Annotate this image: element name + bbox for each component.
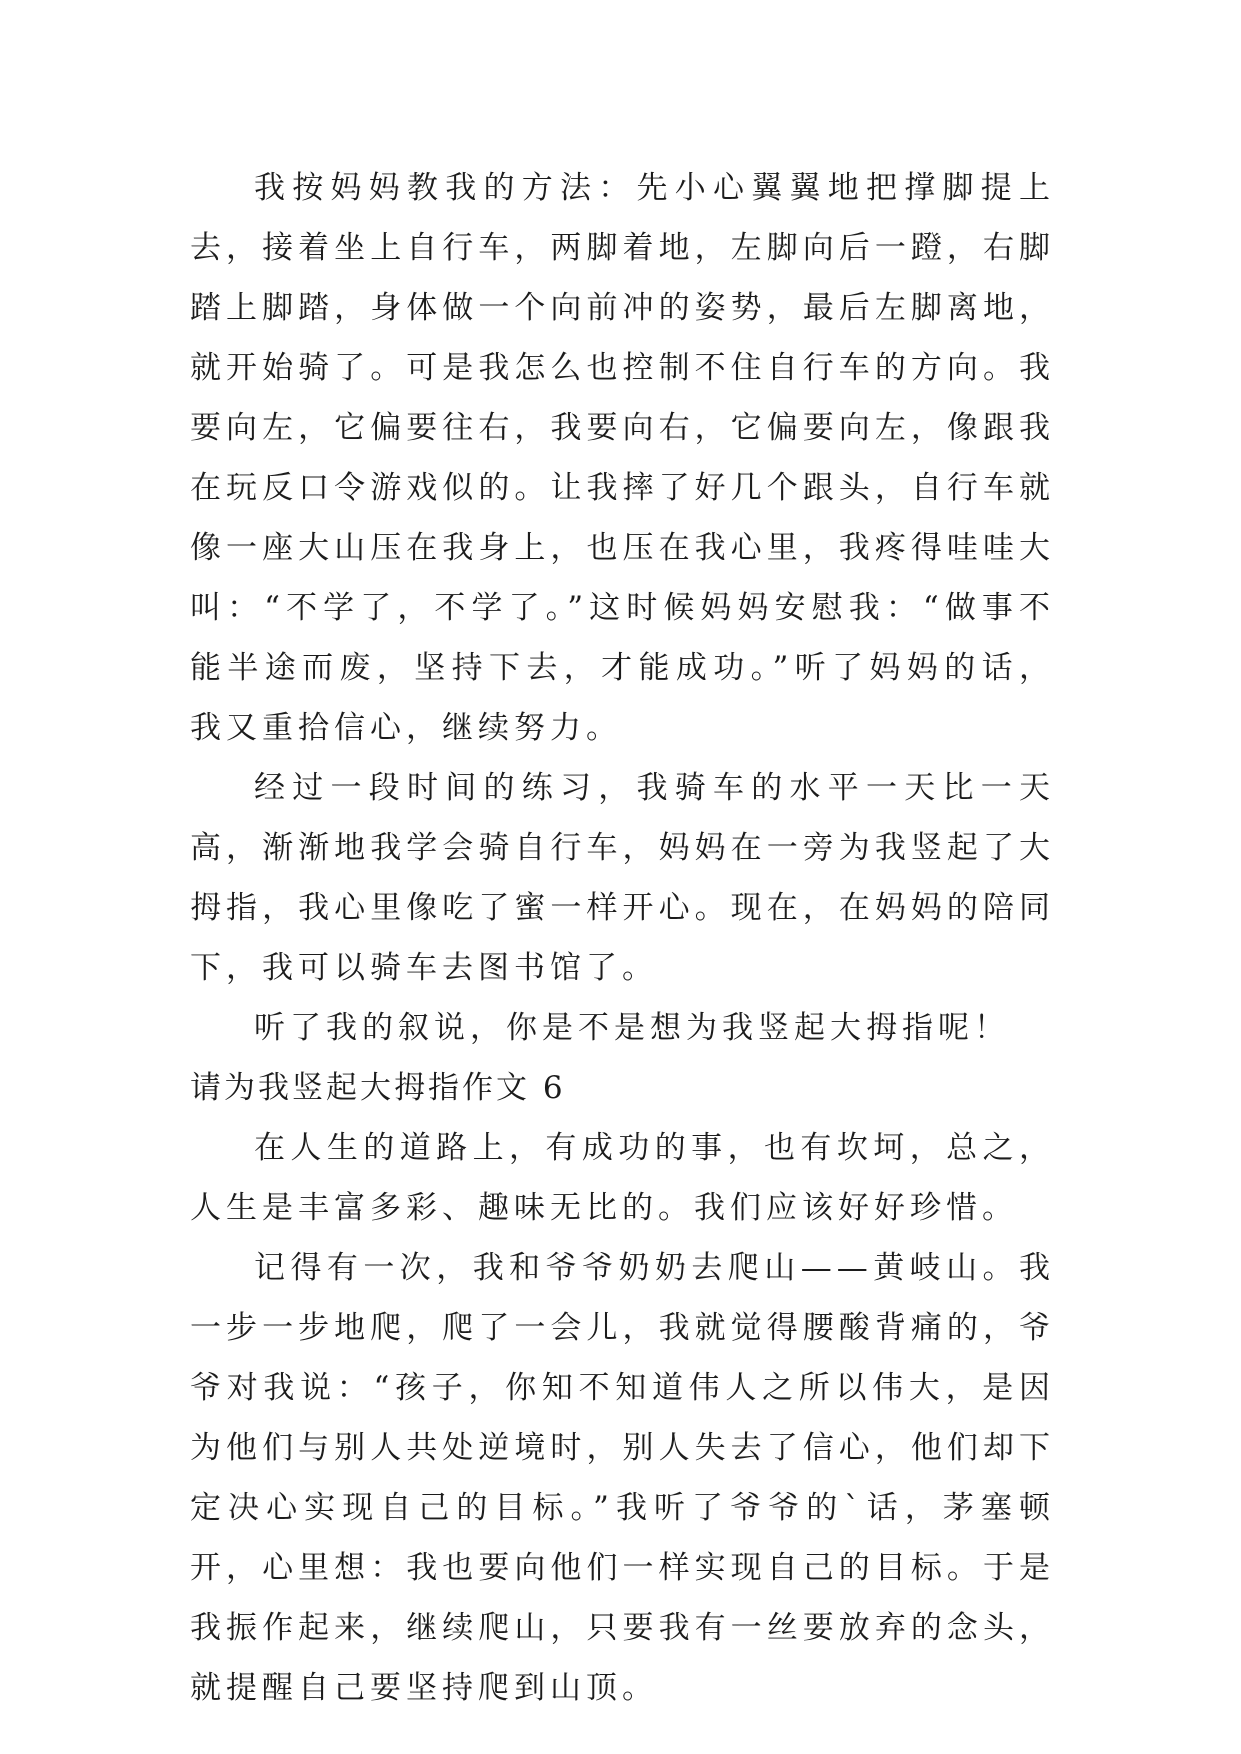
paragraph-mountain-climb: 记得有一次，我和爷爷奶奶去爬山——黄岐山。我一步一步地爬，爬了一会儿，我就觉得腰酸背痛的，爷爷对我说：“孩子，你知不知道伟人之所以伟大，是因为他们与别人共处逆境时，别人失去了信心，他们却下定决心实现自己的目标。”我听了爷爷的`话，茅塞顿开，心里想：我也要向他们一样实现自己的目标。于是我振作起来，继续爬山，只要我有一丝要放弃的念头，就提醒自己要坚持爬到山顶。 xyxy=(190,1250,1055,1706)
paragraph-practice: 经过一段时间的练习，我骑车的水平一天比一天高，渐渐地我学会骑自行车，妈妈在一旁为我竖起了大拇指，我心里像吃了蜜一样开心。现在，在妈妈的陪同下，我可以骑车去图书馆了。 xyxy=(190,770,1055,986)
paragraph-conclusion: 听了我的叙说，你是不是想为我竖起大拇指呢！ xyxy=(254,1010,1010,1046)
document-body xyxy=(190,158,1055,1718)
essay-heading: 请为我竖起大拇指作文 6 xyxy=(190,1070,566,1106)
paragraph-life-road: 在人生的道路上，有成功的事，也有坎坷，总之，人生是丰富多彩、趣味无比的。我们应该好好珍惜。 xyxy=(190,1130,1055,1226)
paragraph-learning-method: 我按妈妈教我的方法：先小心翼翼地把撑脚提上去，接着坐上自行车，两脚着地，左脚向后一蹬，右脚踏上脚踏，身体做一个向前冲的姿势，最后左脚离地，就开始骑了。可是我怎么也控制不住自行车的方向。我要向左，它偏要往右，我要向右，它偏要向左，像跟我在玩反口令游戏似的。让我摔了好几个跟头，自行车就像一座大山压在我身上，也压在我心里，我疼得哇哇大叫：“不学了，不学了。”这时候妈妈安慰我：“做事不能半途而废，坚持下去，才能成功。”听了妈妈的话，我又重拾信心，继续努力。 xyxy=(190,170,1055,746)
